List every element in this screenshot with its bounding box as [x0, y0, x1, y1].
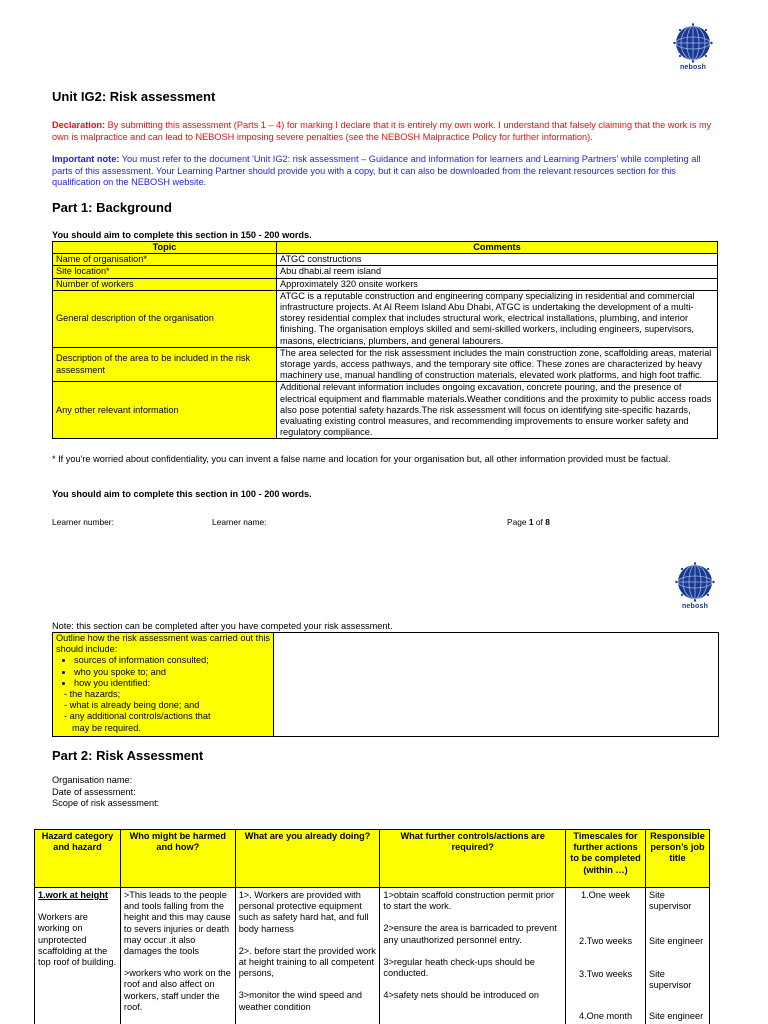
confidentiality-footnote: * If you're worried about confidentiality, you can invent a false name and location for your organisation but, all other information provided must be factual. [52, 454, 671, 464]
table-row [53, 254, 718, 266]
table-row [53, 266, 718, 278]
note-text: You must refer to the document 'Unit IG2: risk assessment – Guidance and information for learners and Learning Partners' while completing all parts of this assessment. Your Learning Partner should provide you with a copy, but it can also be downloaded from the relevant resources section for this qualification on the NEBOSH website. [52, 154, 701, 188]
logo-text: nebosh [681, 603, 709, 610]
list-item: may be required. [72, 722, 141, 733]
declaration [52, 120, 720, 143]
section-note: Note: this section can be completed after you have competed your risk assessment. [52, 621, 393, 631]
risk-assessment-table [34, 829, 710, 1024]
outline-bullets [74, 655, 270, 689]
declaration-text: By submitting this assessment (Parts 1 – 4) for marking I declare that it is entirely my own work. I understand that falsely claiming that the work is my own is malpractice and can lead to NEBOSH imposing severe penalties (see the NEBOSH Malpractice Policy for further information). [52, 120, 712, 142]
topic-header: Topic [53, 242, 277, 254]
hazard-header: Hazard category and hazard [35, 830, 121, 888]
page-indicator: Page 1 of 8 [507, 517, 550, 527]
list-item: - what is already being done; and [64, 700, 200, 711]
nebosh-logo [671, 23, 715, 75]
topic-cell: Any other relevant information [53, 382, 277, 439]
list-item: • sources of information consulted; [74, 655, 270, 666]
outline-intro: Outline how the risk assessment was carried out this should include: [56, 633, 270, 655]
learner-number-label: Learner number: [52, 517, 114, 527]
date-of-assessment-label: Date of assessment: [52, 787, 136, 797]
comment-cell[interactable]: ATGC is a reputable construction and engineering company specializing in residential and commercial infrastructure projects. At Al Reem Island Abu Dhabi, ATGC is undertaking the development of a multi-storey residential complex that includes structural work, electrical installations, plumbing, and interior finishing. The organisation employs skilled and semi-skilled workers, including engineers, supervisors, masons, electricians, plumbers, and general labourers. [277, 290, 718, 347]
table-header-row [53, 242, 718, 254]
nebosh-globe-icon [675, 562, 715, 602]
outline-table [52, 632, 719, 737]
part1-title: Part 1: Background [52, 200, 172, 215]
hazard-title: 1.work at height [38, 890, 108, 900]
list-item: • how you identified: [74, 678, 270, 689]
word-count-note-1: You should aim to complete this section in 150 - 200 words. [52, 230, 312, 240]
responsible-cell[interactable]: Site supervisor Site engineer Site supervisor Site engineer [645, 888, 709, 1024]
unit-title: Unit IG2: Risk assessment [52, 89, 216, 104]
note-label: Important note: [52, 154, 120, 164]
comment-cell[interactable]: Approximately 320 onsite workers [277, 278, 718, 290]
comment-cell[interactable]: Abu dhabi.al reem island [277, 266, 718, 278]
further-controls-header: What further controls/actions are required? [380, 830, 566, 888]
comments-header: Comments [277, 242, 718, 254]
topic-cell: Description of the area to be included in the risk assessment [53, 347, 277, 382]
table-row [53, 290, 718, 347]
topic-cell: Number of workers [53, 278, 277, 290]
topic-cell: General description of the organisation [53, 290, 277, 347]
list-item: - the hazards; [64, 689, 121, 700]
further-controls-cell[interactable]: 1>obtain scaffold construction permit prior to start the work. 2>ensure the area is barricaded to prevent any unauthorized personnel entry. 3>regular heath check-ups should be conducted. 4>safety nets should be introduced on [380, 888, 566, 1024]
declaration-label: Declaration: [52, 120, 106, 130]
list-item: - any additional controls/actions that [64, 711, 211, 722]
table-row [53, 633, 719, 737]
table-row [53, 347, 718, 382]
learner-name-label: Learner name: [212, 517, 267, 527]
logo-text: nebosh [679, 64, 707, 71]
topic-cell: Site location* [53, 266, 277, 278]
hazard-description: Workers are working on unprotected scaffolding at the top roof of building. [38, 912, 117, 968]
comment-cell[interactable]: ATGC constructions [277, 254, 718, 266]
page-number: 1 [528, 517, 534, 527]
timescales-header: Timescales for further actions to be completed (within …) [566, 830, 646, 888]
responsible-header: Responsible person’s job title [645, 830, 709, 888]
who-harmed-cell[interactable]: >This leads to the people and tools falling from the height and this may cause to severs injuries or death may occur .it also damages the tools >workers who work on the roof and also affect on workers, staff under the roof. [120, 888, 235, 1024]
table-header-row [35, 830, 710, 888]
already-doing-cell[interactable]: 1>. Workers are provided with personal protective equipment such as safety hard hat, and full body harness 2>. before start the provided work at height training to all competent persons, 3>monitor the wind speed and weather condition [235, 888, 380, 1024]
who-harmed-header: Who might be harmed and how? [120, 830, 235, 888]
outline-instructions [53, 633, 274, 737]
table-row [35, 888, 710, 1024]
organisation-name-label: Organisation name: [52, 775, 133, 785]
timescales-cell[interactable]: 1.One week 2.Two weeks 3.Two weeks 4.One month [566, 888, 646, 1024]
scope-label: Scope of risk assessment: [52, 798, 160, 808]
table-row [53, 278, 718, 290]
list-item: • who you spoke to; and [74, 667, 270, 678]
word-count-note-2: You should aim to complete this section in 100 - 200 words. [52, 489, 312, 499]
outline-answer-cell[interactable] [274, 633, 719, 737]
table-row [53, 382, 718, 439]
hazard-cell[interactable] [35, 888, 121, 1024]
topic-cell: Name of organisation* [53, 254, 277, 266]
nebosh-logo [673, 562, 717, 614]
background-table [52, 241, 718, 439]
nebosh-globe-icon [673, 23, 713, 63]
part2-title: Part 2: Risk Assessment [52, 748, 204, 763]
comment-cell[interactable]: Additional relevant information includes ongoing excavation, concrete pouring, and the presence of electrical equipment and flammable materials.Weather conditions and the proximity to public access roads also pose potential safety hazards.The risk assessment will focus on identifying site-specific hazards, evaluating existing control measures, and recommending improvements to ensure worker safety and regulatory compliance. [277, 382, 718, 439]
already-doing-header: What are you already doing? [235, 830, 380, 888]
page-total: 8 [545, 517, 550, 527]
comment-cell[interactable]: The area selected for the risk assessment includes the main construction zone, scaffolding areas, material storage yards, access pathways, and the temporary site office. These zones are characterized by heavy machinery use, manual handling of construction materials, elevated work platforms, and high foot traffic. [277, 347, 718, 382]
important-note [52, 154, 720, 189]
